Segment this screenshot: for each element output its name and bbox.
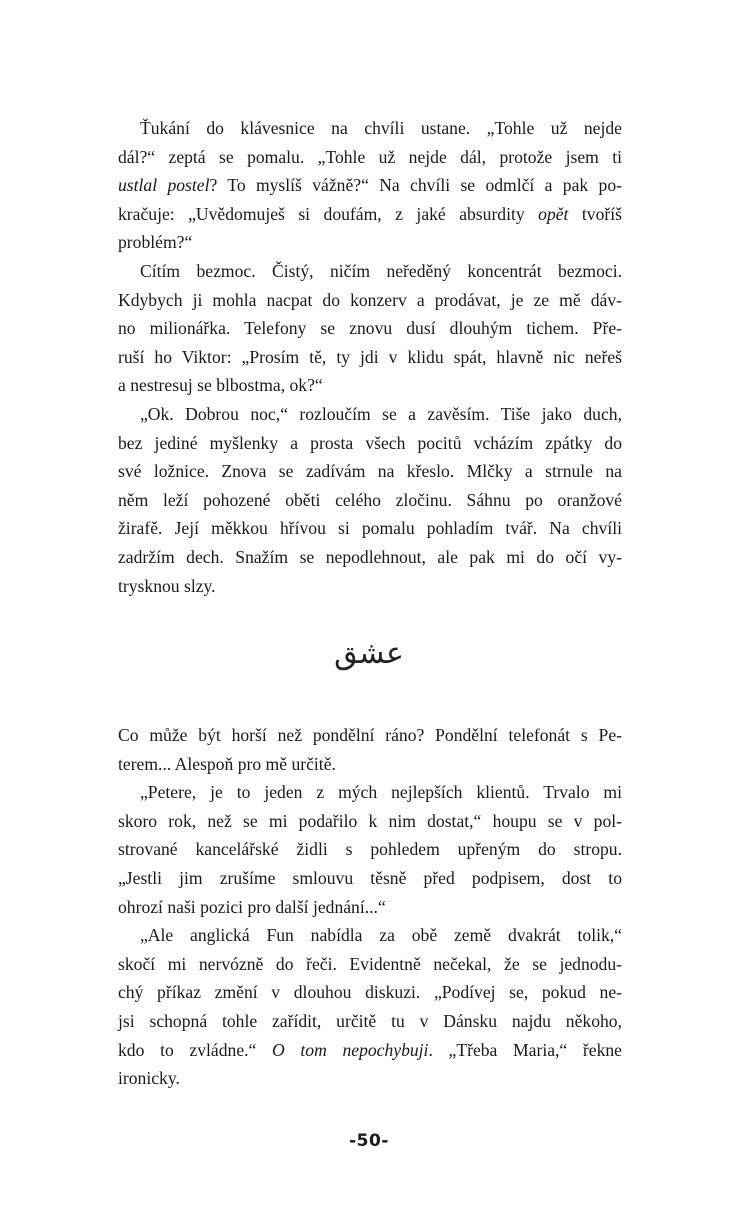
- page-number: -50-: [349, 1131, 389, 1151]
- italic-text: ustlal postel: [118, 175, 210, 196]
- text-line: zadržím dech. Snažím se nepodlehnout, ale pak mi do očí vy-: [118, 546, 622, 567]
- text-line: dál?“ zeptá se pomalu. „Tohle už nejde dál, protože jsem ti: [118, 146, 622, 167]
- paragraph: [118, 721, 622, 778]
- text-line: terem... Alespoň pro mě určitě.: [118, 753, 336, 774]
- text-segment: tvoříš: [568, 203, 622, 224]
- text-line: strované kancelářské židli s pohledem upřeným do stropu.: [118, 839, 622, 860]
- italic-text: opět: [538, 203, 569, 224]
- text-line: jsi schopná tohle zařídit, určitě tu v Dánsku najdu někoho,: [118, 1010, 622, 1031]
- text-line: trysknou slzy.: [118, 575, 216, 596]
- text-line: Kdybych ji mohla nacpat do konzerv a prodávat, je ze mě dáv-: [118, 289, 622, 310]
- text-line: „Petere, je to jeden z mých nejlepších klientů. Trvalo mi: [140, 782, 622, 803]
- text-line: něm leží pohozené oběti celého zločinu. Sáhnu po oranžové: [118, 489, 622, 510]
- text-line: bez jediné myšlenky a prosta všech pocitů vcházím zpátky do: [118, 432, 622, 453]
- text-line: „Ale anglická Fun nabídla za obě země dvakrát tolik,“: [140, 925, 622, 946]
- text-line: Cítím bezmoc. Čistý, ničím neředěný koncentrát bezmoci.: [140, 260, 622, 281]
- section-break-ornament: عشق: [334, 636, 404, 671]
- paragraph: [118, 257, 622, 400]
- text-section-2: [118, 721, 622, 1093]
- text-segment: kračuje: „Uvědomuješ si doufám, z jaké absurdity: [118, 203, 539, 224]
- text-section-1: [118, 114, 622, 600]
- text-line: své ložnice. Znova se zadívám na křeslo. Mlčky a strnule na: [118, 461, 622, 482]
- paragraph: [118, 114, 622, 257]
- text-segment: ? To myslíš vážně?“ Na chvíli se odmlčí a pak po-: [209, 175, 622, 196]
- text-line: a nestresuj se blbostma, ok?“: [118, 375, 323, 396]
- text-line: skočí mi nervózně do řeči. Evidentně nečekal, že se jednodu-: [118, 953, 622, 974]
- text-line: [118, 200, 622, 229]
- paragraph: [118, 921, 622, 1093]
- text-line: Co může být horší než pondělní ráno? Pondělní telefonát s Pe-: [118, 725, 622, 745]
- text-line: žirafě. Její měkkou hřívou si pomalu pohladím tvář. Na chvíli: [118, 518, 622, 539]
- text-line: chý příkaz změní v dlouhou diskuzi. „Podívej se, pokud ne-: [118, 982, 622, 1003]
- paragraph: [118, 400, 622, 600]
- text-line: Ťukání do klávesnice na chvíli ustane. „Tohle už nejde: [140, 118, 622, 138]
- text-segment: . „Třeba Maria,“ řekne: [428, 1039, 622, 1060]
- text-line: [118, 1036, 622, 1065]
- text-line: no milionářka. Telefony se znovu dusí dlouhým tichem. Pře-: [118, 318, 622, 339]
- text-line: ohrozí naši pozici pro další jednání...“: [118, 896, 386, 917]
- text-segment: kdo to zvládne.“: [118, 1039, 273, 1060]
- text-line: skoro rok, než se mi podařilo k nim dostat,“ houpu se v pol-: [118, 810, 622, 831]
- italic-text: O tom nepochybuji: [272, 1039, 429, 1060]
- text-line: „Ok. Dobrou noc,“ rozloučím se a zavěsím. Tiše jako duch,: [140, 403, 622, 424]
- text-line: [118, 171, 622, 200]
- text-line: ironicky.: [118, 1068, 180, 1089]
- paragraph: [118, 778, 622, 921]
- text-line: ruší ho Viktor: „Prosím tě, ty jdi v klidu spát, hlavně nic neřeš: [118, 346, 622, 367]
- text-line: „Jestli jim zrušíme smlouvu těsně před podpisem, dost to: [118, 867, 622, 888]
- text-line: problém?“: [118, 232, 193, 253]
